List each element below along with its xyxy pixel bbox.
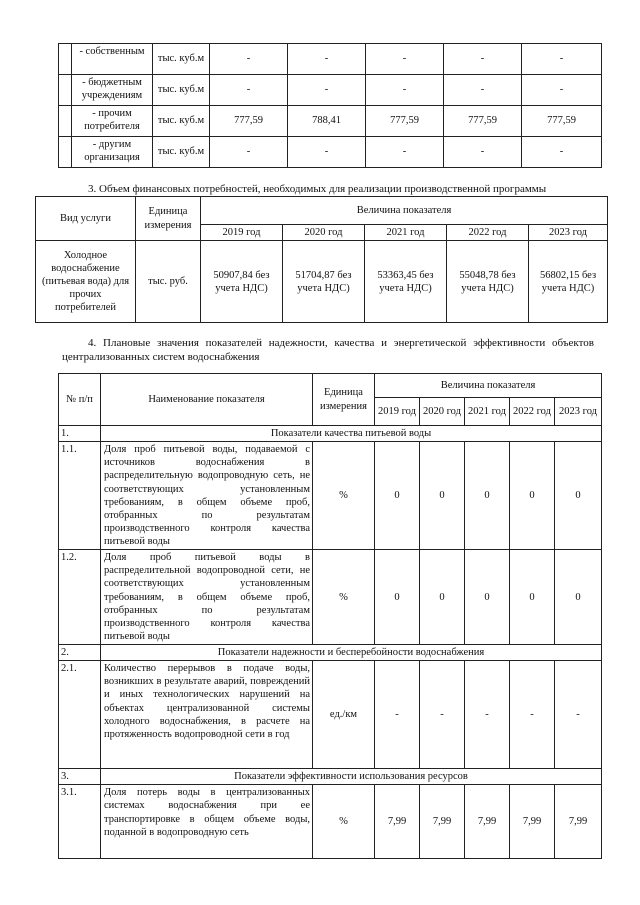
indicator-name: Доля проб питьевой воды в распределительной водопроводной сети, не соответствующих установленным требованиям, в общем объеме проб, отобранных по результатам производственного контроля качества питьевой воды <box>101 550 313 645</box>
value-cell: - <box>288 75 366 106</box>
table-row <box>59 550 602 645</box>
year-header: 2019 год <box>201 225 283 241</box>
group-number: 3. <box>59 769 101 785</box>
value-cell: - <box>510 661 555 769</box>
top-table <box>58 43 602 168</box>
row-spacer <box>59 137 72 168</box>
value-cell: 0 <box>465 550 510 645</box>
unit-cell: тыс. куб.м <box>153 137 210 168</box>
unit-cell: ед./км <box>313 661 375 769</box>
group-row <box>59 426 602 442</box>
value-cell: 7,99 <box>420 785 465 859</box>
consumer-name <box>72 44 153 75</box>
finance-value: 53363,45 без учета НДС) <box>365 241 447 323</box>
table-row <box>59 661 602 769</box>
unit-cell: тыс. куб.м <box>153 106 210 137</box>
row-spacer <box>59 106 72 137</box>
value-cell: 0 <box>375 442 420 550</box>
group-title: Показатели качества питьевой воды <box>101 426 602 442</box>
value-cell: 7,99 <box>375 785 420 859</box>
col-value-header: Величина показателя <box>201 197 608 225</box>
group-title: Показатели надежности и бесперебойности водоснабжения <box>101 645 602 661</box>
year-header: 2020 год <box>420 398 465 426</box>
table-row <box>59 442 602 550</box>
consumer-name-text: - собственным <box>79 46 145 57</box>
group-row <box>59 769 602 785</box>
value-cell: 0 <box>510 442 555 550</box>
value-cell: 777,59 <box>444 106 522 137</box>
value-cell: 0 <box>555 550 602 645</box>
finance-value: 51704,87 без учета НДС) <box>283 241 365 323</box>
year-header: 2023 год <box>529 225 608 241</box>
unit-cell: % <box>313 785 375 859</box>
row-spacer <box>59 44 72 75</box>
year-header: 2022 год <box>510 398 555 426</box>
value-cell: 777,59 <box>366 106 444 137</box>
value-cell: 7,99 <box>465 785 510 859</box>
value-cell: - <box>555 661 602 769</box>
consumer-name-text: - прочим потребителя <box>84 108 140 132</box>
value-cell: - <box>444 44 522 75</box>
table-row <box>59 785 602 859</box>
table-row <box>59 44 602 75</box>
value-cell: - <box>444 137 522 168</box>
value-cell: - <box>210 44 288 75</box>
item-number: 3.1. <box>59 785 101 859</box>
indicators-table <box>58 373 602 859</box>
value-cell: - <box>420 661 465 769</box>
value-cell: - <box>288 44 366 75</box>
consumer-name <box>72 75 153 106</box>
group-number: 1. <box>59 426 101 442</box>
table-row <box>59 75 602 106</box>
finance-value: 50907,84 без учета НДС) <box>201 241 283 323</box>
section3-heading: 3. Объем финансовых потребностей, необходимых для реализации производственной программы <box>88 183 547 195</box>
consumer-name <box>72 106 153 137</box>
group-title: Показатели эффективности использования ресурсов <box>101 769 602 785</box>
col-value-header: Величина показателя <box>375 374 602 398</box>
item-number: 2.1. <box>59 661 101 769</box>
consumer-name-text: - бюджетным учреждениям <box>81 77 143 101</box>
value-cell: - <box>210 75 288 106</box>
col-name-header: Наименование показателя <box>101 374 313 426</box>
value-cell: - <box>366 44 444 75</box>
indicator-name: Доля потерь воды в централизованных системах водоснабжения при ее транспортировке в общем объеме воды, поданной в водопроводную сеть <box>101 785 313 859</box>
consumer-name-text: - другим организация <box>84 139 140 163</box>
finance-service: Холодное водоснабжение (питьевая вода) для прочих потребителей <box>36 241 136 323</box>
value-cell: 0 <box>420 550 465 645</box>
value-cell: 0 <box>510 550 555 645</box>
value-cell: - <box>522 75 602 106</box>
table-row <box>59 106 602 137</box>
value-cell: 0 <box>420 442 465 550</box>
table-row <box>59 137 602 168</box>
value-cell: - <box>288 137 366 168</box>
year-header: 2021 год <box>465 398 510 426</box>
group-number: 2. <box>59 645 101 661</box>
consumer-name <box>72 137 153 168</box>
col-unit-header: Единица измерения <box>136 197 201 241</box>
value-cell: 7,99 <box>555 785 602 859</box>
indicator-name: Количество перерывов в подаче воды, возникших в результате аварий, повреждений и иных технологических нарушений на объектах централизованной системы холодного водоснабжения, в расчете на протяженность водопроводной сети в год <box>101 661 313 769</box>
value-cell: 7,99 <box>510 785 555 859</box>
year-header: 2019 год <box>375 398 420 426</box>
value-cell: 0 <box>555 442 602 550</box>
row-spacer <box>59 75 72 106</box>
value-cell: - <box>366 75 444 106</box>
col-num-header: № п/п <box>59 374 101 426</box>
value-cell: - <box>210 137 288 168</box>
value-cell: 777,59 <box>210 106 288 137</box>
value-cell: 777,59 <box>522 106 602 137</box>
section4-heading: 4. Плановые значения показателей надежности, качества и энергетической эффективности объектов централизованных систем водоснабжения <box>62 337 594 364</box>
value-cell: - <box>366 137 444 168</box>
value-cell: - <box>522 44 602 75</box>
col-unit-header: Единица измерения <box>313 374 375 426</box>
value-cell: - <box>375 661 420 769</box>
year-header: 2021 год <box>365 225 447 241</box>
col-service-header: Вид услуги <box>36 197 136 241</box>
item-number: 1.2. <box>59 550 101 645</box>
finance-value: 55048,78 без учета НДС) <box>447 241 529 323</box>
year-header: 2022 год <box>447 225 529 241</box>
value-cell: 0 <box>465 442 510 550</box>
unit-cell: тыс. куб.м <box>153 44 210 75</box>
unit-cell: тыс. куб.м <box>153 75 210 106</box>
year-header: 2023 год <box>555 398 602 426</box>
indicator-name: Доля проб питьевой воды, подаваемой с источников водоснабжения в распределительную водопроводную сеть, не соответствующих установленным требованиям, в общем объеме проб, отобранных по результатам производственного контроля качества питьевой воды <box>101 442 313 550</box>
item-number: 1.1. <box>59 442 101 550</box>
value-cell: - <box>522 137 602 168</box>
group-row <box>59 645 602 661</box>
finance-value: 56802,15 без учета НДС) <box>529 241 608 323</box>
value-cell: 0 <box>375 550 420 645</box>
year-header: 2020 год <box>283 225 365 241</box>
value-cell: - <box>444 75 522 106</box>
unit-cell: % <box>313 550 375 645</box>
finance-unit: тыс. руб. <box>136 241 201 323</box>
value-cell: 788,41 <box>288 106 366 137</box>
finance-table <box>35 196 608 323</box>
value-cell: - <box>465 661 510 769</box>
unit-cell: % <box>313 442 375 550</box>
